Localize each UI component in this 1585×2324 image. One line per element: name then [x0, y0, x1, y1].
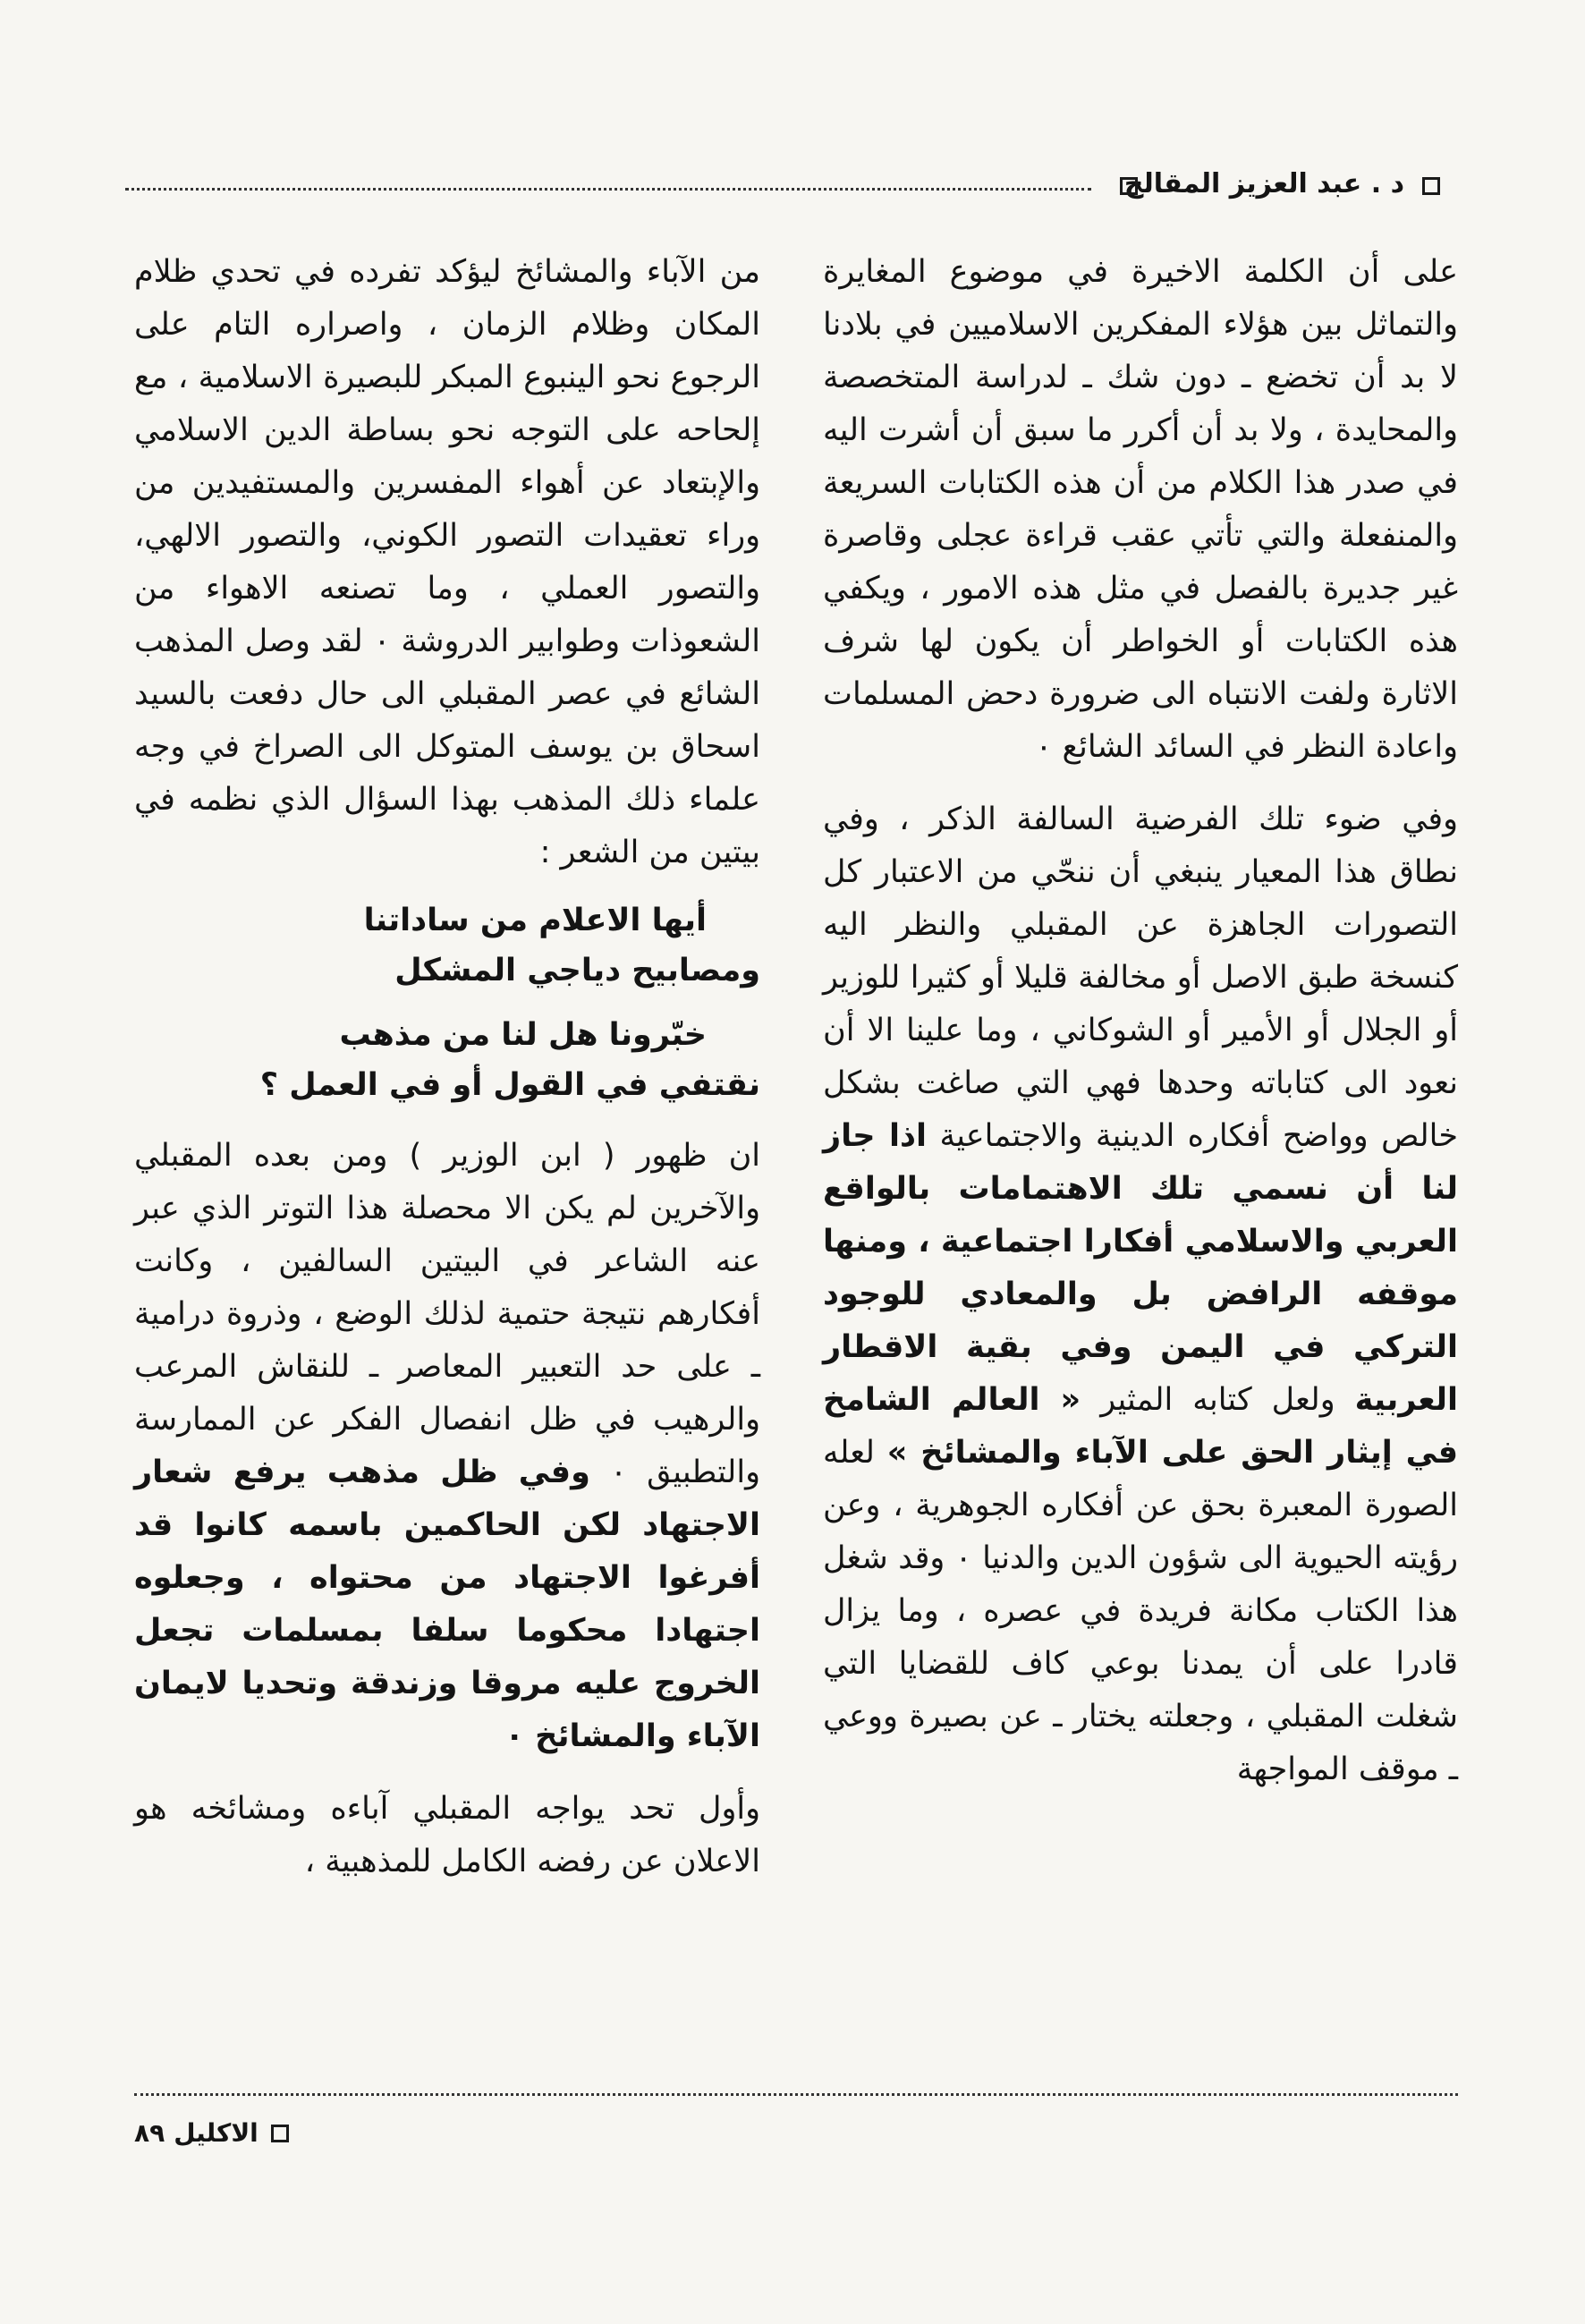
magazine-name: الاكليل: [174, 2118, 259, 2148]
verse-line-3: خبّرونا هل لنا من مذهب: [339, 1017, 707, 1053]
footer-dotted-rule: [134, 2093, 1458, 2096]
header-square-left-icon: [1120, 177, 1138, 195]
running-header: [125, 168, 1467, 208]
footer-square-icon: [271, 2125, 289, 2142]
right-paragraph-1: على أن الكلمة الاخيرة في موضوع المغايرة والتماثل بين هؤلاء المفكرين الاسلاميين في بلادنا لا بد أن تخضع ـ دون شك ـ لدراسة المتخصصة والمحايدة ، ولا بد أن أكرر ما سبق أن أشرت اليه في صدر هذا الكلام من أن هذه الكتابات السريعة والمنفعلة والتي تأتي عقب قراءة عجلى وقاصرة غير جديرة بالفصل في مثل هذه الامور ، ويكفي هذه الكتابات أو الخواطر أن يكون لها شرف الاثارة ولفت الانتباه الى ضرورة دحض المسلمات واعادة النظر في السائد الشائع ٠: [823, 254, 1458, 765]
verse-line-4: نقتفي في القول أو في العمل ؟: [259, 1067, 760, 1103]
header-square-right-icon: [1422, 177, 1440, 195]
left-paragraph-1: من الآباء والمشائخ ليؤكد تفرده في تحدي ظلام المكان وظلام الزمان ، واصراره التام على الرجوع نحو الينبوع المبكر للبصيرة الاسلامية ، مع إلحاحه على التوجه نحو بساطة الدين الاسلامي والإبتعاد عن أهواء المفسرين والمستفيدين من وراء تعقيدات التصور الكوني، والتصور الالهي، والتصور العملي ، وما تصنعه الاهواء من الشعوذات وطوابير الدروشة ٠ لقد وصل المذهب الشائع في عصر المقبلي الى حال دفعت بالسيد اسحاق بن يوسف المتوكل الى الصراخ في وجه علماء ذلك المذهب بهذا السؤال الذي نظمه في بيتين من الشعر :: [134, 254, 760, 870]
left-column: [134, 246, 760, 1888]
header-author: د . عبد العزيز المقالح: [1123, 168, 1404, 199]
book-title: « العالم الشامخ في إيثار الحق على الآباء والمشائخ »: [823, 1382, 1458, 1471]
verse-line-1: أيها الاعلام من ساداتنا: [363, 903, 707, 938]
right-paragraph-2-text: وفي ضوء تلك الفرضية السالفة الذكر ، وفي نطاق هذا المعيار ينبغي أن ننحّي من الاعتبار كل التصورات الجاهزة عن المقبلي والنظر اليه كنسخة طبق الاصل أو مخالفة قليلا أو كثيرا للوزير أو الجلال أو الأمير أو الشوكاني ، وما علينا الا أن نعود الى كتاباته وحدها فهي التي صاغت بشكل خالص وواضح أفكاره الدينية والاجتماعية: [823, 802, 1458, 1154]
verse-line-2: ومصابيح دياجي المشكل: [394, 953, 760, 988]
poem-verse: [134, 895, 760, 1110]
page-number: ٨٩: [134, 2118, 165, 2148]
right-bold-passage: اذا جاز لنا أن نسمي تلك الاهتمامات بالواقع العربي والاسلامي أفكارا اجتماعية ، ومنها موقفه الرافض بل والمعادي للوجود التركي في اليمن وفي بقية الاقطار العربية: [823, 1118, 1458, 1418]
page-footer: [134, 2118, 289, 2158]
right-column: [823, 246, 1458, 1796]
right-paragraph-2: [823, 793, 1458, 1796]
right-closing-rest: لعله الصورة المعبرة بحق عن أفكاره الجوهرية ، وعن رؤيته الحيوية الى شؤون الدين والدنيا ٠ وقد شغل هذا الكتاب مكانة فريدة في عصره ، وما يزال قادرا على أن يمدنا بوعي كاف للقضايا التي شغلت المقبلي ، وجعلته يختار ـ عن بصيرة ووعي ـ موقف المواجهة: [823, 1435, 1458, 1787]
left-paragraph-3: وأول تحد يواجه المقبلي آباءه ومشائخه هو الاعلان عن رفضه الكامل للمذهبية ،: [134, 1791, 760, 1879]
left-bold-passage: وفي ظل مذهب يرفع شعار الاجتهاد لكن الحاكمين باسمه كانوا قد أفرغوا الاجتهاد من محتواه ، وجعلوه اجتهادا محكوما سلفا بمسلمات تجعل الخروج عليه مروقا وزندقة وتحديا لايمان الآباء والمشائخ ٠: [134, 1455, 760, 1754]
header-dotted-rule: [125, 188, 1091, 191]
left-paragraph-2-text: ان ظهور ( ابن الوزير ) ومن بعده المقبلي والآخرين لم يكن الا محصلة هذا التوتر الذي عبر عنه الشاعر في البيتين السالفين ، وكانت أفكارهم نتيجة حتمية لذلك الوضع ، وذروة درامية ـ على حد التعبير المعاصر ـ للنقاش المرعب والرهيب في ظل انفصال الفكر عن الممارسة والتطبيق ٠: [134, 1138, 760, 1490]
left-paragraph-2: [134, 1130, 760, 1763]
right-closing-intro: ولعل كتابه المثير: [1100, 1382, 1335, 1418]
